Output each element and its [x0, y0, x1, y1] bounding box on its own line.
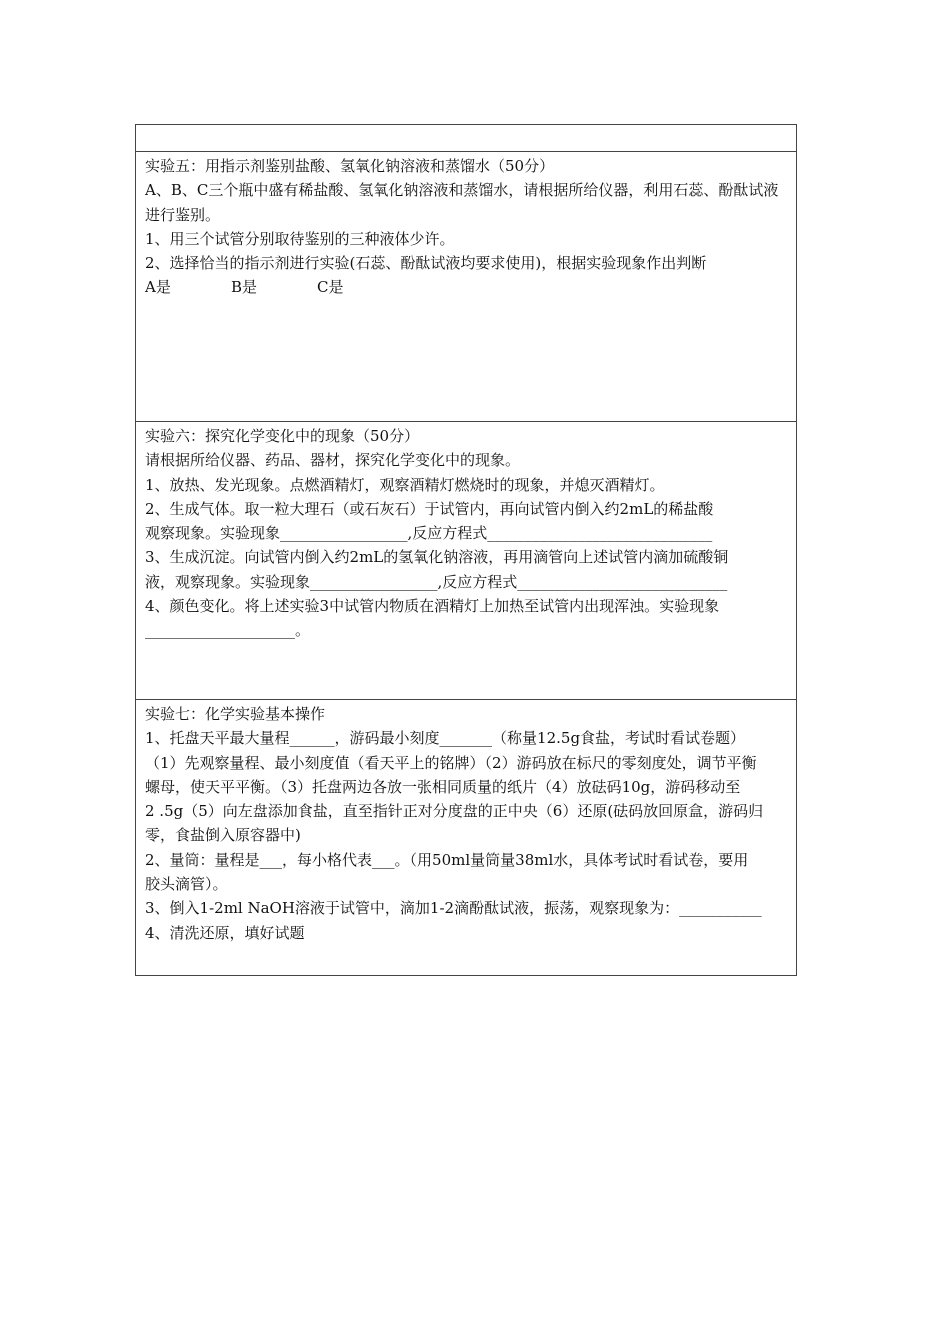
experiment-7-step-1-line-1: 1、托盘天平最大量程______，游码最小刻度_______（称量12.5g食盐，考试时看试卷题）: [145, 729, 746, 748]
experiment-7-cell: [136, 699, 796, 975]
experiment-6-title: 实验六：探究化学变化中的现象（50分）: [145, 427, 420, 445]
table-header-row: [136, 125, 796, 151]
experiment-7-step-4: 4、清洗还原，填好试题: [145, 923, 305, 942]
experiment-5-cell: [136, 151, 796, 421]
experiment-6-step-2-line-2: 观察现象。实验现象_________________,反应方程式______________________________: [145, 524, 713, 543]
experiment-5-step-1: 1、用三个试管分别取待鉴别的三种液体少许。: [145, 229, 455, 248]
experiment-7-step-1-line-3: 螺母，使天平平衡。（3）托盘两边各放一张相同质量的纸片（4）放砝码10g，游码移动至: [145, 777, 741, 796]
experiment-5-intro: A、B、C三个瓶中盛有稀盐酸、氢氧化钠溶液和蒸馏水，请根据所给仪器，利用石蕊、酚酞试液进行鉴别。: [145, 181, 779, 224]
experiment-7-step-1-line-5: 零，食盐倒入原容器中): [145, 826, 301, 845]
experiment-6-step-4-line-1: 4、颜色变化。将上述实验3中试管内物质在酒精灯上加热至试管内出现浑浊。实验现象: [145, 597, 720, 616]
experiment-6-intro: 请根据所给仪器、药品、器材，探究化学变化中的现象。: [145, 451, 521, 470]
experiment-table: [135, 124, 797, 976]
experiment-6-step-3-line-1: 3、生成沉淀。向试管内倒入约2mL的氢氧化钠溶液，再用滴管向上述试管内滴加硫酸铜: [145, 548, 729, 567]
experiment-6-step-1: 1、放热、发光现象。点燃酒精灯，观察酒精灯燃烧时的现象，并熄灭酒精灯。: [145, 475, 665, 494]
experiment-6-step-2-line-1: 2、生成气体。取一粒大理石（或石灰石）于试管内，再向试管内倒入约2mL的稀盐酸: [145, 499, 714, 518]
experiment-7-step-2-line-1: 2、量筒：量程是___，每小格代表___。（用50ml量筒量38ml水，具体考试时看试卷，要用: [145, 850, 749, 869]
answer-b-label: B是: [231, 278, 258, 297]
experiment-7-title: 实验七：化学实验基本操作: [145, 705, 326, 723]
experiment-6-cell: [136, 421, 796, 699]
experiment-5-answers: [145, 275, 788, 299]
experiment-7-step-2-line-2: 胶头滴管）。: [145, 875, 228, 894]
experiment-5-title: 实验五：用指示剂鉴别盐酸、氢氧化钠溶液和蒸馏水（50分）: [145, 157, 555, 175]
experiment-7-step-1-line-4: 2 .5g（5）向左盘添加食盐，直至指针正对分度盘的正中央（6）还原(砝码放回原盒，游码归: [145, 802, 764, 821]
experiment-5-step-2: 2、选择恰当的指示剂进行实验(石蕊、酚酞试液均要求使用)，根据实验现象作出判断: [145, 254, 707, 273]
answer-a-label: A是: [145, 278, 171, 297]
experiment-6-step-4-line-2: ____________________。: [145, 621, 311, 640]
experiment-7-step-3: 3、倒入1-2ml NaOH溶液于试管中，滴加1-2滴酚酞试液，振荡，观察现象为：___________: [145, 899, 762, 918]
experiment-7-step-1-line-2: （1）先观察量程、最小刻度值（看天平上的铭牌）（2）游码放在标尺的零刻度处，调节平衡: [145, 753, 757, 772]
answer-c-label: C是: [317, 278, 344, 297]
experiment-6-step-3-line-2: 液，观察现象。实验现象_________________,反应方程式____________________________: [145, 572, 728, 591]
